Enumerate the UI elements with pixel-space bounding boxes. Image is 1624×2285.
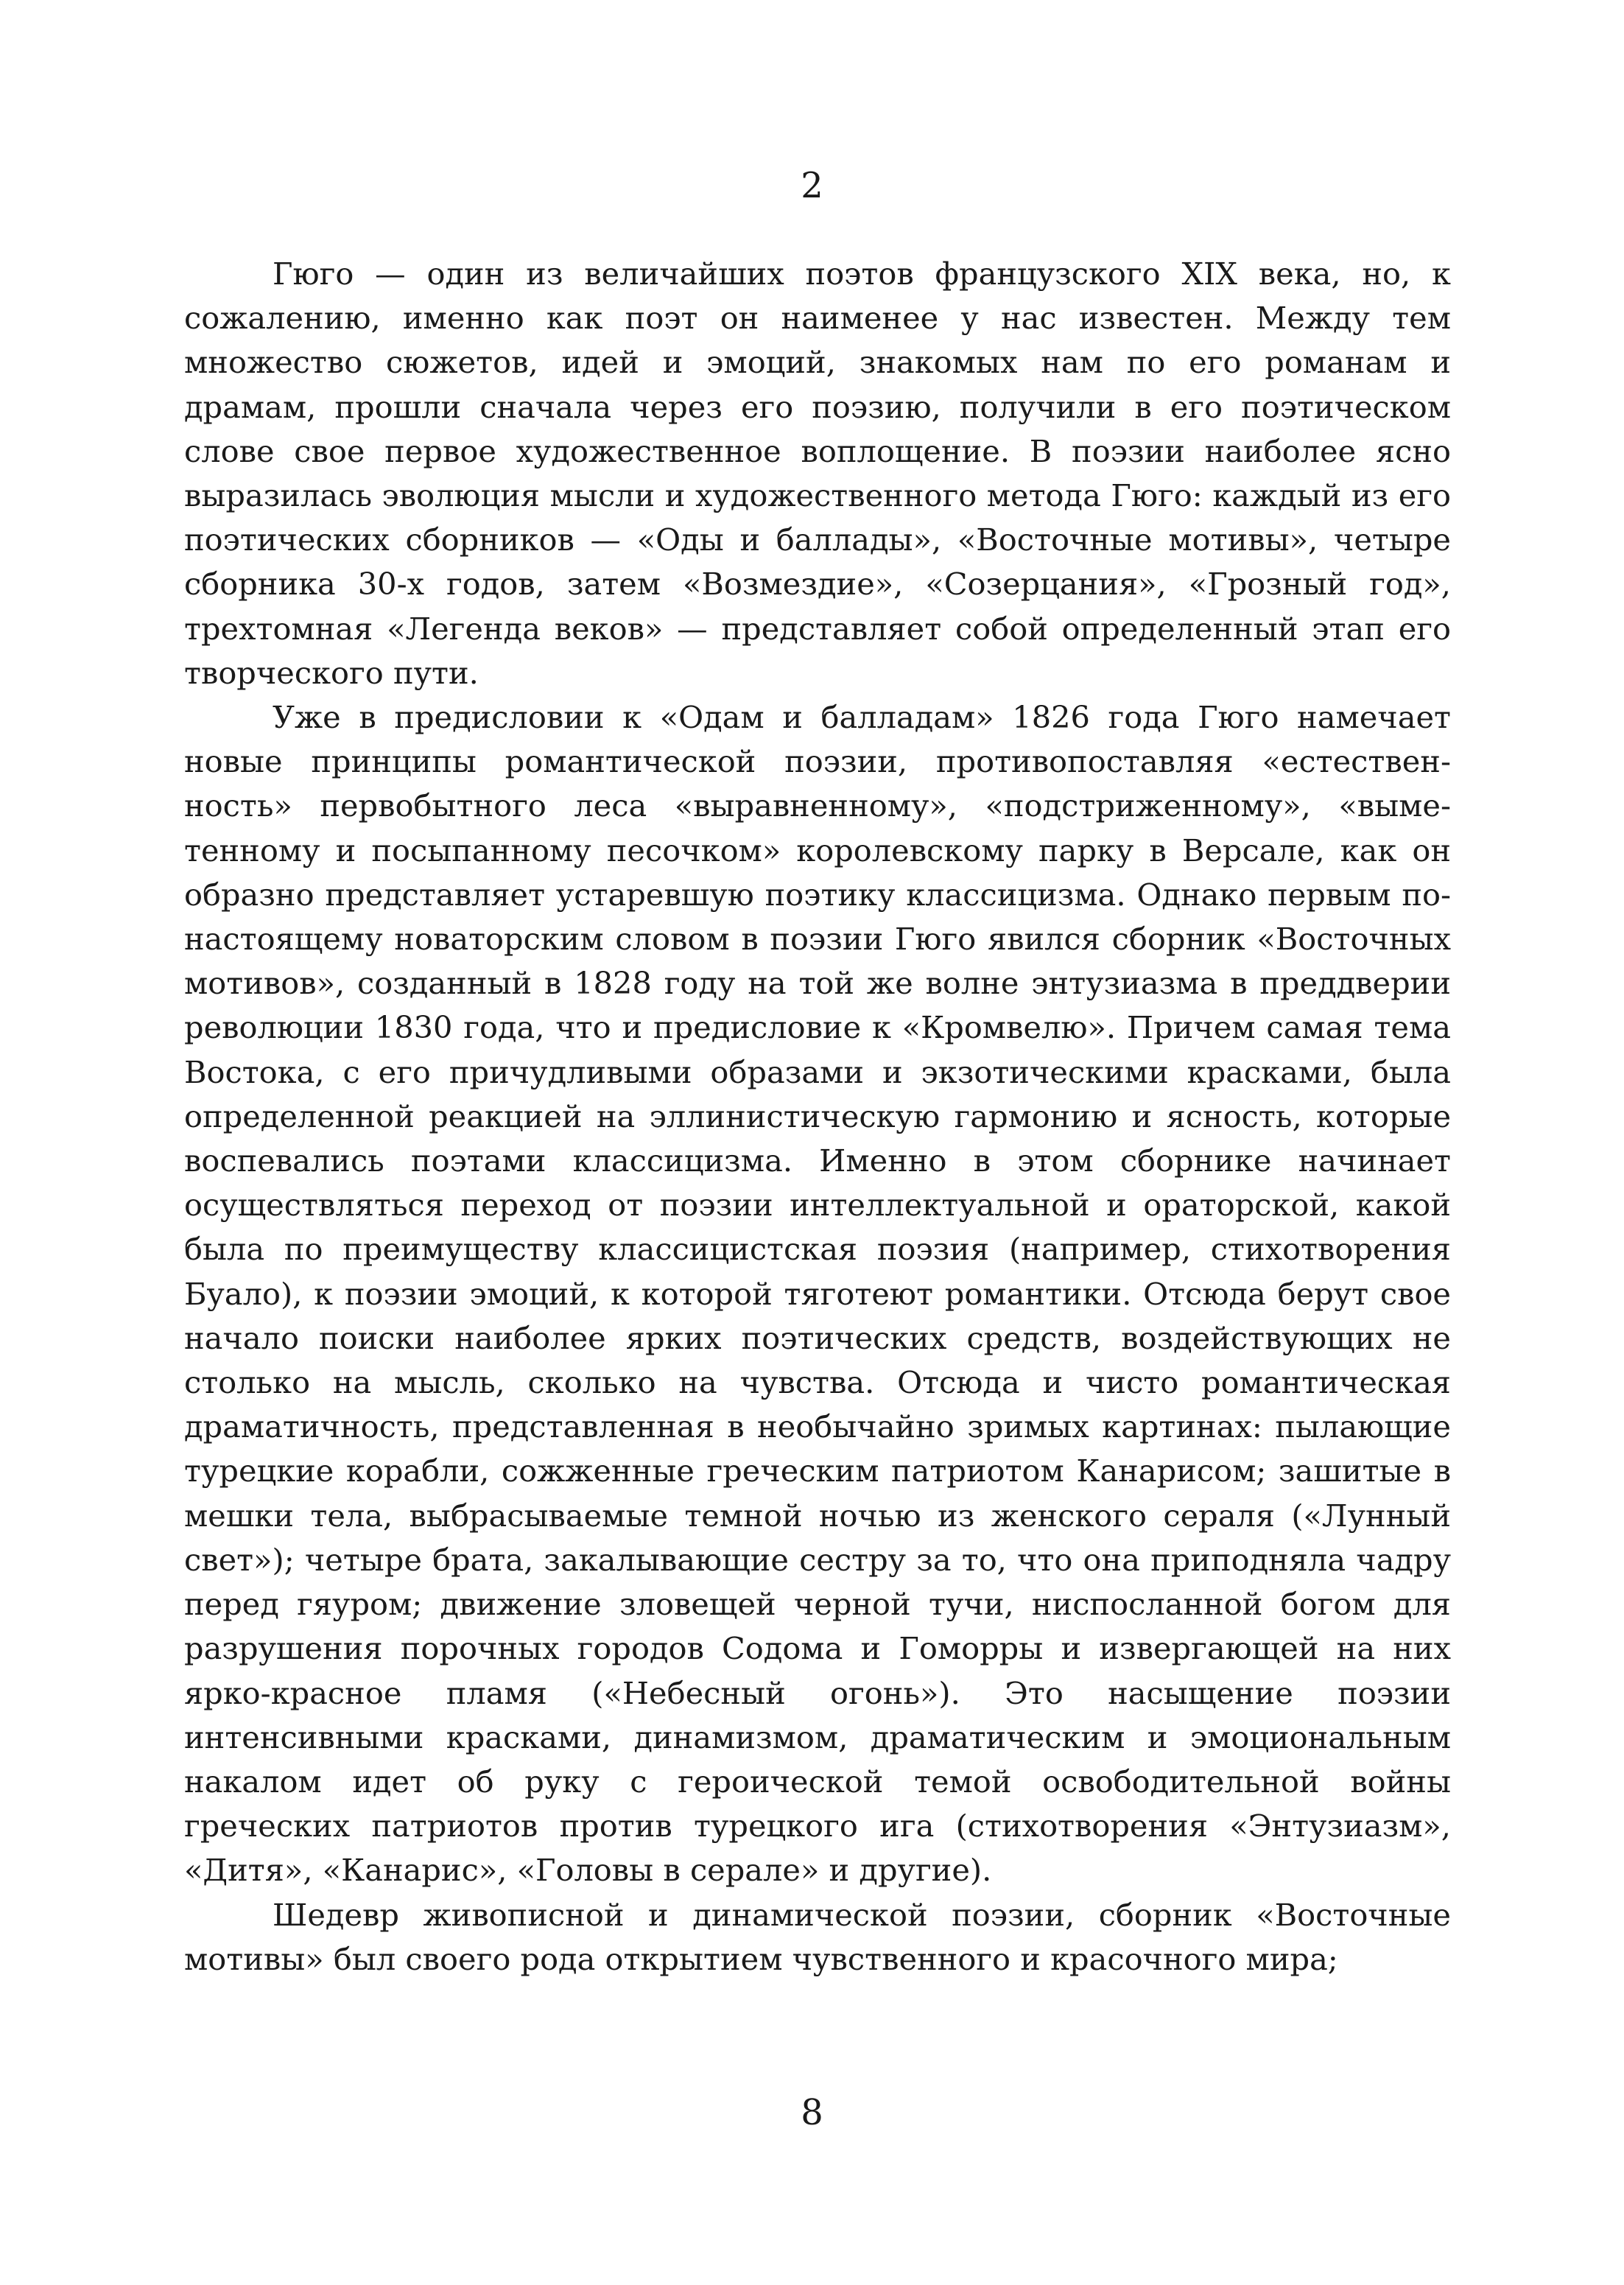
signature-number: 2 — [801, 165, 823, 206]
paragraph: Гюго — один из величайших поэтов французского XIX века, но, к сожалению, именно как поэт он наименее у нас известен. Между тем множество сюжетов, идей и эмоций, знакомых нам по его романам и драмам, прошли сначала через его поэзию, получили в его поэтическом слове свое первое художественное воплощение. В поэзии наиболее ясно выразилась эволюция мысли и художественного метода Гюго: каждый из его поэтических сборников — «Оды и баллады», «Восточные мотивы», четыре сборника 30-х годов, затем «Возмездие», «Созерцания», «Грозный год», трехтомная «Легенда веков» — представляет собой определенный этап его творческого пути. — [184, 256, 1451, 691]
paragraph: Уже в предисловии к «Одам и балладам» 1826 года Гюго намечает новые принципы романтической поэзии, противопоставляя «естественность» первобытного леса «выравненному», «подстриженному», «выметенному и посыпанному песочком» королевскому парку в Версале, как он образно представляет устаревшую поэтику классицизма. Однако первым по-настоящему новаторским словом в поэзии Гюго явился сборник «Восточных мотивов», созданный в 1828 году на той же волне энтузиазма в преддверии революции 1830 года, что и предисловие к «Кромвелю». Причем самая тема Востока, с его причудливыми образами и экзотическими красками, была определенной реакцией на эллинистическую гармонию и ясность, которые воспевались поэтами классицизма. Именно в этом сборнике начинает осуществляться переход от поэзии интеллектуальной и ораторской, какой была по преимуществу классицистская поэзия (например, стихотворения Буало), к поэзии эмоций, к которой тяготеют романтики. Отсюда берут свое начало поиски наиболее ярких поэтических средств, воздействующих не столько на мысль, сколько на чувства. Отсюда и чисто романтическая драматичность, представленная в необычайно зримых картинах: пылающие турецкие корабли, сожженные греческим патриотом Канарисом; зашитые в мешки тела, выбрасываемые темной ночью из женского сераля («Лунный свет»); четыре брата, закалывающие сестру за то, что она приподняла чадру перед гяуром; движение зловещей черной тучи, ниспосланной богом для разрушения порочных городов Содома и Гоморры и извергающей на них ярко-красное пламя («Небесный огонь»). Это насыщение поэзии интенсивными красками, динамизмом, драматическим и эмоциональным накалом идет об руку с героической темой освободительной войны греческих патриотов против турецкого ига (стихотворения «Энтузиазм», «Дитя», «Канарис», «Головы в серале» и другие). — [184, 699, 1451, 1889]
page-number: 8 — [801, 2092, 823, 2133]
body-text — [184, 252, 1451, 1982]
paragraph: Шедевр живописной и динамической поэзии, сборник «Восточные мотивы» был своего рода открытием чувственного и красочного мира; — [184, 1896, 1451, 1977]
